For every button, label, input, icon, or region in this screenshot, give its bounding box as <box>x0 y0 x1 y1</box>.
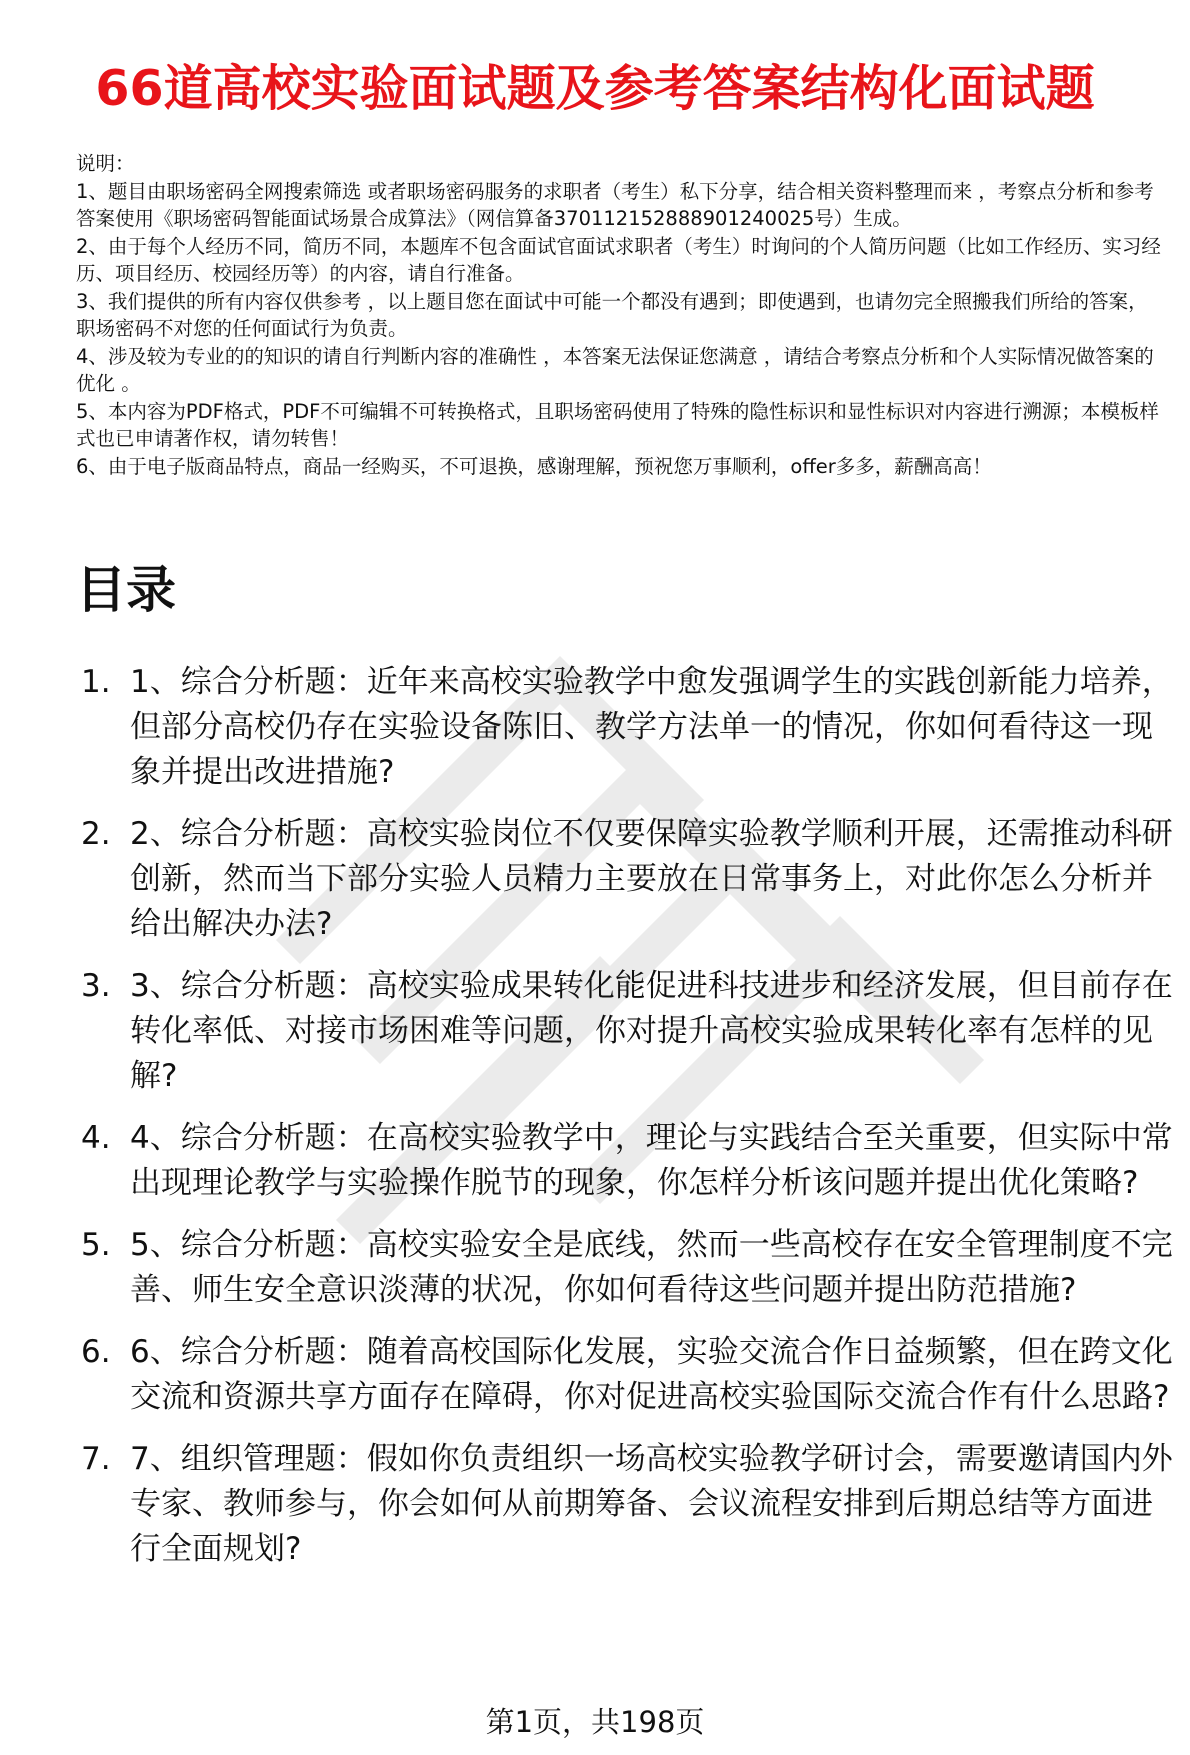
toc-item[interactable] <box>76 660 1174 795</box>
notes-item: 1、题目由职场密码全网搜索筛选 或者职场密码服务的求职者（考生）私下分享，结合相关资料整理而来 ，考察点分析和参考答案使用《职场密码智能面试场景合成算法》（网信算备370112152888901240025号）生成。 <box>76 179 1154 230</box>
toc-item-number: 3. <box>81 968 111 1004</box>
toc-item-number: 5. <box>81 1227 111 1263</box>
toc-item-number: 1. <box>81 664 111 700</box>
toc-item-text: 5、综合分析题：高校实验安全是底线，然而一些高校存在安全管理制度不完善、师生安全意识淡薄的状况，你如何看待这些问题并提出防范措施? <box>130 1227 1173 1308</box>
toc-item[interactable] <box>76 812 1174 947</box>
toc-item-text: 6、综合分析题：随着高校国际化发展，实验交流合作日益频繁，但在跨文化交流和资源共享方面存在障碍，你对促进高校实验国际交流合作有什么思路? <box>130 1334 1173 1415</box>
toc-item[interactable] <box>76 1330 1174 1420</box>
notes-item: 3、我们提供的所有内容仅供参考 ，以上题目您在面试中可能一个都没有遇到；即使遇到，也请勿完全照搬我们所给的答案，职场密码不对您的任何面试行为负责。 <box>76 289 1148 340</box>
toc-item-number: 7. <box>81 1441 111 1477</box>
toc-item-number: 6. <box>81 1334 111 1370</box>
toc-item-number: 2. <box>81 816 111 852</box>
toc-heading: 目录 <box>76 561 176 619</box>
toc-item-text: 7、组织管理题：假如你负责组织一场高校实验教学研讨会，需要邀请国内外专家、教师参与，你会如何从前期筹备、会议流程安排到后期总结等方面进行全面规划? <box>130 1441 1173 1567</box>
toc-item[interactable] <box>76 1116 1174 1206</box>
toc-item-text: 3、综合分析题：高校实验成果转化能促进科技进步和经济发展，但目前存在转化率低、对接市场困难等问题，你对提升高校实验成果转化率有怎样的见解? <box>130 968 1173 1094</box>
notes-item: 5、本内容为PDF格式，PDF不可编辑不可转换格式，且职场密码使用了特殊的隐性标识和显性标识对内容进行溯源；本模板样式也已申请著作权，请勿转售！ <box>76 399 1159 450</box>
toc-list <box>76 660 1174 1589</box>
notes-item: 4、涉及较为专业的的知识的请自行判断内容的准确性 ，本答案无法保证您满意 ，请结合考察点分析和个人实际情况做答案的优化 。 <box>76 344 1154 395</box>
toc-item-text: 2、综合分析题：高校实验岗位不仅要保障实验教学顺利开展，还需推动科研创新，然而当下部分实验人员精力主要放在日常事务上，对此你怎么分析并给出解决办法? <box>130 816 1173 942</box>
toc-item-number: 4. <box>81 1120 111 1156</box>
notes-item: 6、由于电子版商品特点，商品一经购买，不可退换，感谢理解，预祝您万事顺利，offer多多，薪酬高高！ <box>76 454 992 478</box>
toc-item[interactable] <box>76 964 1174 1099</box>
notes-item: 2、由于每个人经历不同，简历不同，本题库不包含面试官面试求职者（考生）时询问的个人简历问题（比如工作经历、实习经历、项目经历、校园经历等）的内容，请自行准备。 <box>76 234 1161 285</box>
page-footer: 第1页，共198页 <box>485 1705 705 1739</box>
toc-item-text: 1、综合分析题：近年来高校实验教学中愈发强调学生的实践创新能力培养，但部分高校仍存在实验设备陈旧、教学方法单一的情况，你如何看待这一现象并提出改进措施? <box>130 664 1173 790</box>
toc-item-text: 4、综合分析题：在高校实验教学中，理论与实践结合至关重要，但实际中常出现理论教学与实验操作脱节的现象，你怎样分析该问题并提出优化策略? <box>130 1120 1173 1201</box>
document-title: 66道高校实验面试题及参考答案结构化面试题 <box>95 60 1095 117</box>
toc-item[interactable] <box>76 1223 1174 1313</box>
notes-section <box>76 150 1166 480</box>
toc-item[interactable] <box>76 1437 1174 1572</box>
notes-heading: 说明： <box>76 152 135 175</box>
